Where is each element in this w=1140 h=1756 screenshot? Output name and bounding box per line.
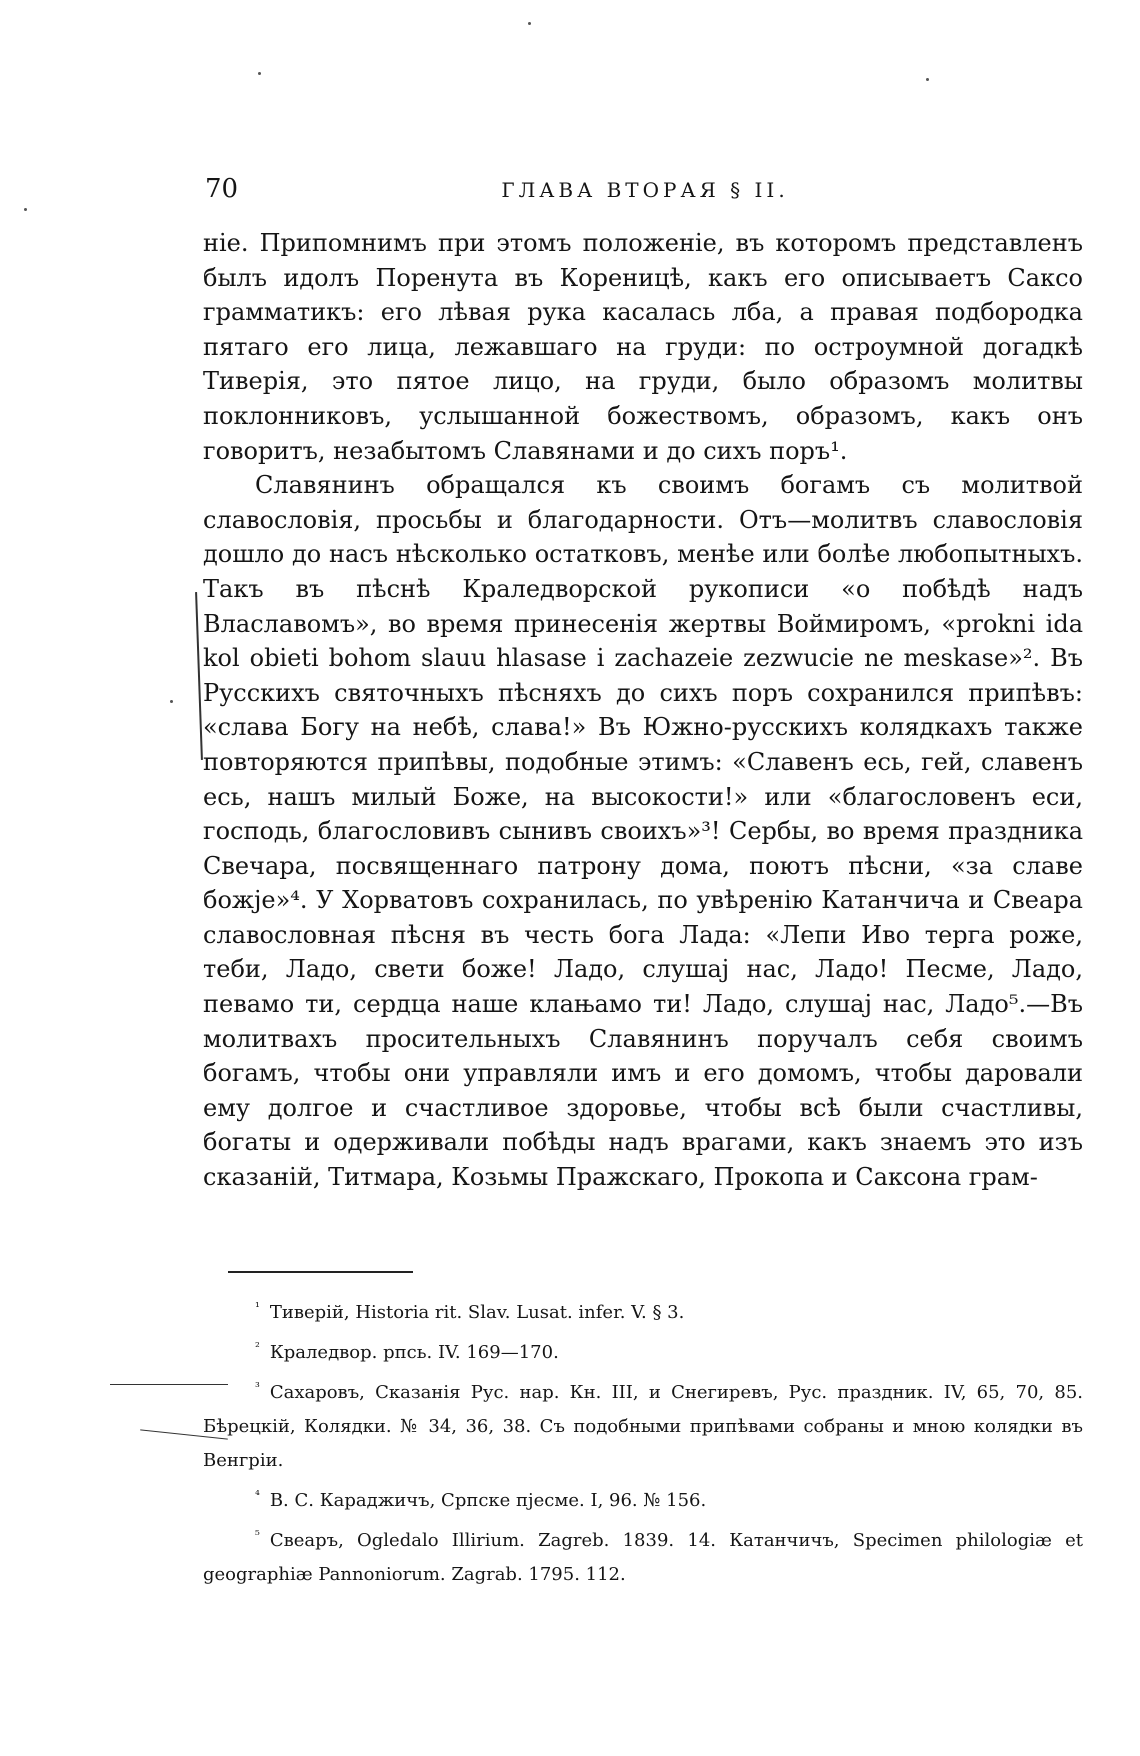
footnote-rule (228, 1271, 413, 1273)
paragraph-2: Славянинъ обращался къ своимъ богамъ съ молитвой славословія, просьбы и благодарности. Отъ—молитвъ славословія дошло до насъ нѣсколько остатковъ, менѣе или болѣе любопытныхъ. Такъ въ пѣснѣ Краледворской рукописи «о побѣдѣ надъ Влаславомъ», во время принесенія жертвы Воймиромъ, «prokni ida kol obieti bohom slauu hlasase i zachazeie zezwucie ne meskase»². Въ Русскихъ святочныхъ пѣсняхъ до сихъ поръ сохранился припѣвъ: «слава Богу на небѣ, слава!» Въ Южно-русскихъ колядкахъ также повторяются припѣвы, подобные этимъ: «Славенъ есь, гей, славенъ есь, нашъ милый Боже, на высокости!» или «благословенъ еси, господь, благословивъ сынивъ своихъ»³! Сербы, во время праздника Свечара, посвященнаго патрону дома, поютъ пѣсни, «за славе божје»⁴. У Хорватовъ сохранилась, по увѣренію Катанчича и Свеара славословная пѣсня въ честь бога Лада: «Лепи Иво терга роже, теби, Ладо, свети боже! Ладо, слушај нас, Ладо! Песме, Ладо, певамо ти, сердца наше клањамо ти! Ладо, слушај нас, Ладо⁵.—Въ молитвахъ просительныхъ Славянинъ поручалъ себя своимъ богамъ, чтобы они управляли имъ и его домомъ, чтобы даровали ему долгое и счастливое здоровье, чтобы всѣ были счастливы, богаты и одерживали побѣды надъ врагами, какъ знаемъ это изъ сказаній, Титмара, Козьмы Пражскаго, Прокопа и Саксона грам- (203, 471, 1083, 1192)
footnote-4 (203, 1478, 1083, 1518)
paper-speck (528, 22, 531, 25)
paper-speck (24, 208, 27, 211)
footnote-mark: ⁵ (255, 1528, 260, 1542)
paper-speck (926, 78, 929, 81)
main-text (203, 226, 1083, 1195)
page-header (205, 174, 1085, 214)
paragraph-1: ніе. Припомнимъ при этомъ положеніе, въ которомъ представленъ былъ идолъ Поренута въ Кореницѣ, какъ его описываетъ Саксо грамматикъ: его лѣвая рука касалась лба, а правая подбородка пятаго его лица, лежавшаго на груди: по остроумной догадкѣ Тиверія, это пятое лицо, на груди, было образомъ молитвы поклонниковъ, услышанной божествомъ, образомъ, какъ онъ говоритъ, незабытомъ Славянами и до сихъ поръ¹. (203, 229, 1083, 465)
footnote-text: Сахаровъ, Сказанія Рус. нар. Кн. III, и Снегиревъ, Рус. праздник. IV, 65, 70, 85. Бѣрецкій, Колядки. № 34, 36, 38. Съ подобными припѣвами собраны и мною колядки въ Венгріи. (203, 1382, 1083, 1471)
footnote-text: Краледвор. рпсь. IV. 169—170. (269, 1342, 559, 1363)
page-number: 70 (205, 174, 239, 204)
margin-bracket-mark (195, 592, 203, 760)
footnote-text: Тиверій, Historia rit. Slav. Lusat. infer. V. § 3. (269, 1302, 685, 1323)
running-title: ГЛАВА ВТОРАЯ § II. (501, 178, 789, 202)
paper-speck (258, 72, 261, 75)
footnote-3 (203, 1370, 1083, 1478)
footnote-2 (203, 1330, 1083, 1370)
footnote-1 (203, 1290, 1083, 1330)
footnote-5 (203, 1518, 1083, 1592)
footnote-text: Свеаръ, Ogledalo Illirium. Zagreb. 1839. 14. Катанчичъ, Specimen philologiæ et geographiæ Pannoniorum. Zagrab. 1795. 112. (203, 1530, 1083, 1585)
footnote-mark: ² (255, 1340, 260, 1354)
footnote-mark: ¹ (255, 1300, 260, 1314)
footnotes (203, 1290, 1083, 1592)
footnote-mark: ⁴ (255, 1488, 260, 1502)
footnote-mark: ³ (255, 1380, 260, 1394)
margin-underline-mark (110, 1384, 228, 1385)
paper-speck (170, 700, 173, 703)
footnote-text: В. С. Караджичъ, Српске пјесме. I, 96. № 156. (269, 1490, 707, 1511)
